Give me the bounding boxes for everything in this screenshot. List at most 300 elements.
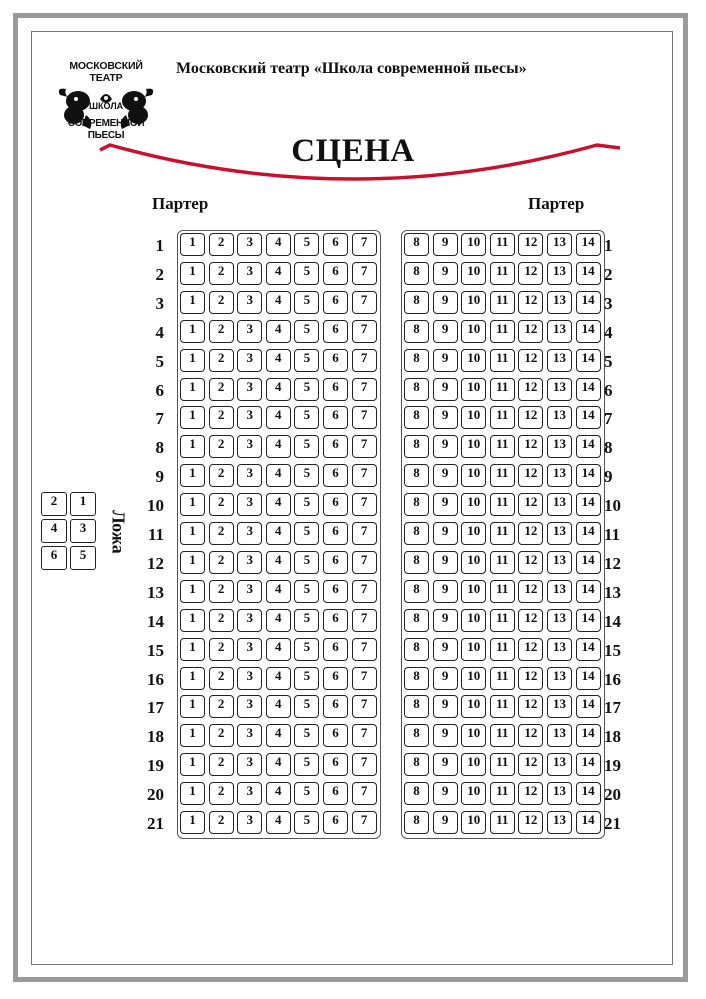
seat[interactable]: 3 — [237, 811, 262, 834]
seat[interactable]: 3 — [237, 782, 262, 805]
seat[interactable]: 8 — [404, 522, 429, 545]
seat[interactable]: 12 — [518, 378, 543, 401]
seat[interactable]: 1 — [180, 291, 205, 314]
seat[interactable]: 12 — [518, 609, 543, 632]
seat[interactable]: 14 — [576, 551, 601, 574]
seat[interactable]: 13 — [547, 753, 572, 776]
seat[interactable]: 12 — [518, 580, 543, 603]
seat[interactable]: 9 — [433, 811, 458, 834]
seat[interactable]: 3 — [237, 609, 262, 632]
seat[interactable]: 4 — [266, 406, 291, 429]
seat[interactable]: 1 — [180, 493, 205, 516]
seat[interactable]: 7 — [352, 811, 377, 834]
seat[interactable]: 7 — [352, 724, 377, 747]
seat[interactable]: 13 — [547, 262, 572, 285]
seat[interactable]: 6 — [323, 638, 348, 661]
seat[interactable]: 13 — [547, 724, 572, 747]
seat[interactable]: 3 — [237, 349, 262, 372]
seat[interactable]: 10 — [461, 638, 486, 661]
seat[interactable]: 1 — [180, 667, 205, 690]
seat[interactable]: 14 — [576, 811, 601, 834]
seat[interactable]: 9 — [433, 638, 458, 661]
seat[interactable]: 2 — [209, 349, 234, 372]
seat[interactable]: 4 — [266, 233, 291, 256]
seat[interactable]: 8 — [404, 724, 429, 747]
seat[interactable]: 2 — [209, 233, 234, 256]
seat[interactable]: 7 — [352, 580, 377, 603]
seat[interactable]: 10 — [461, 493, 486, 516]
seat[interactable]: 13 — [547, 551, 572, 574]
seat[interactable]: 11 — [490, 320, 515, 343]
seat[interactable]: 11 — [490, 378, 515, 401]
seat[interactable]: 6 — [323, 551, 348, 574]
seat[interactable]: 4 — [266, 724, 291, 747]
seat[interactable]: 11 — [490, 262, 515, 285]
seat[interactable]: 7 — [352, 493, 377, 516]
seat[interactable]: 13 — [547, 406, 572, 429]
seat[interactable]: 9 — [433, 378, 458, 401]
seat[interactable]: 12 — [518, 233, 543, 256]
seat[interactable]: 14 — [576, 580, 601, 603]
seat[interactable]: 11 — [490, 493, 515, 516]
seat[interactable]: 11 — [490, 349, 515, 372]
seat[interactable]: 9 — [433, 609, 458, 632]
seat[interactable]: 9 — [433, 667, 458, 690]
seat[interactable]: 7 — [352, 522, 377, 545]
seat[interactable]: 7 — [352, 435, 377, 458]
seat[interactable]: 8 — [404, 378, 429, 401]
seat[interactable]: 8 — [404, 753, 429, 776]
seat[interactable]: 10 — [461, 320, 486, 343]
seat[interactable]: 5 — [294, 695, 319, 718]
seat[interactable]: 2 — [209, 753, 234, 776]
seat[interactable]: 9 — [433, 406, 458, 429]
seat[interactable]: 14 — [576, 406, 601, 429]
seat[interactable]: 11 — [490, 638, 515, 661]
seat[interactable]: 6 — [323, 782, 348, 805]
seat[interactable]: 3 — [237, 753, 262, 776]
seat[interactable]: 11 — [490, 811, 515, 834]
seat[interactable]: 10 — [461, 753, 486, 776]
seat[interactable]: 12 — [518, 349, 543, 372]
seat[interactable]: 10 — [461, 782, 486, 805]
seat[interactable]: 3 — [237, 695, 262, 718]
seat[interactable]: 12 — [518, 724, 543, 747]
seat[interactable]: 9 — [433, 435, 458, 458]
seat[interactable]: 12 — [518, 493, 543, 516]
seat[interactable]: 1 — [180, 609, 205, 632]
seat[interactable]: 13 — [547, 811, 572, 834]
loge-seat[interactable]: 2 — [41, 492, 67, 516]
loge-seat[interactable]: 6 — [41, 546, 67, 570]
seat[interactable]: 7 — [352, 406, 377, 429]
seat[interactable]: 2 — [209, 378, 234, 401]
seat[interactable]: 5 — [294, 638, 319, 661]
seat[interactable]: 13 — [547, 522, 572, 545]
seat[interactable]: 6 — [323, 291, 348, 314]
seat[interactable]: 4 — [266, 320, 291, 343]
seat[interactable]: 14 — [576, 435, 601, 458]
seat[interactable]: 6 — [323, 464, 348, 487]
seat[interactable]: 11 — [490, 551, 515, 574]
seat[interactable]: 11 — [490, 609, 515, 632]
seat[interactable]: 4 — [266, 262, 291, 285]
seat[interactable]: 2 — [209, 811, 234, 834]
seat[interactable]: 10 — [461, 522, 486, 545]
seat[interactable]: 9 — [433, 349, 458, 372]
seat[interactable]: 4 — [266, 464, 291, 487]
seat[interactable]: 14 — [576, 349, 601, 372]
seat[interactable]: 12 — [518, 753, 543, 776]
seat[interactable]: 3 — [237, 435, 262, 458]
seat[interactable]: 12 — [518, 522, 543, 545]
seat[interactable]: 1 — [180, 262, 205, 285]
seat[interactable]: 10 — [461, 378, 486, 401]
seat[interactable]: 11 — [490, 667, 515, 690]
seat[interactable]: 12 — [518, 695, 543, 718]
seat[interactable]: 13 — [547, 782, 572, 805]
seat[interactable]: 8 — [404, 291, 429, 314]
seat[interactable]: 13 — [547, 493, 572, 516]
seat[interactable]: 12 — [518, 782, 543, 805]
seat[interactable]: 14 — [576, 782, 601, 805]
seat[interactable]: 3 — [237, 638, 262, 661]
seat[interactable]: 12 — [518, 291, 543, 314]
seat[interactable]: 5 — [294, 609, 319, 632]
seat[interactable]: 8 — [404, 695, 429, 718]
seat[interactable]: 8 — [404, 580, 429, 603]
seat[interactable]: 6 — [323, 435, 348, 458]
seat[interactable]: 14 — [576, 493, 601, 516]
seat[interactable]: 1 — [180, 435, 205, 458]
seat[interactable]: 5 — [294, 349, 319, 372]
seat[interactable]: 6 — [323, 667, 348, 690]
seat[interactable]: 13 — [547, 378, 572, 401]
seat[interactable]: 10 — [461, 811, 486, 834]
seat[interactable]: 2 — [209, 638, 234, 661]
seat[interactable]: 13 — [547, 580, 572, 603]
seat[interactable]: 4 — [266, 551, 291, 574]
seat[interactable]: 6 — [323, 320, 348, 343]
seat[interactable]: 8 — [404, 667, 429, 690]
seat[interactable]: 9 — [433, 522, 458, 545]
seat[interactable]: 3 — [237, 291, 262, 314]
seat[interactable]: 8 — [404, 638, 429, 661]
seat[interactable]: 5 — [294, 522, 319, 545]
seat[interactable]: 10 — [461, 349, 486, 372]
seat[interactable]: 10 — [461, 724, 486, 747]
seat[interactable]: 10 — [461, 233, 486, 256]
seat[interactable]: 9 — [433, 291, 458, 314]
seat[interactable]: 5 — [294, 262, 319, 285]
seat[interactable]: 1 — [180, 522, 205, 545]
seat[interactable]: 3 — [237, 233, 262, 256]
seat[interactable]: 2 — [209, 522, 234, 545]
seat[interactable]: 2 — [209, 724, 234, 747]
seat[interactable]: 13 — [547, 291, 572, 314]
seat[interactable]: 12 — [518, 435, 543, 458]
seat[interactable]: 12 — [518, 464, 543, 487]
seat[interactable]: 2 — [209, 551, 234, 574]
seat[interactable]: 9 — [433, 262, 458, 285]
seat[interactable]: 8 — [404, 811, 429, 834]
seat[interactable]: 1 — [180, 349, 205, 372]
seat[interactable]: 14 — [576, 320, 601, 343]
seat[interactable]: 7 — [352, 320, 377, 343]
seat[interactable]: 3 — [237, 667, 262, 690]
seat[interactable]: 13 — [547, 667, 572, 690]
seat[interactable]: 1 — [180, 695, 205, 718]
seat[interactable]: 11 — [490, 724, 515, 747]
seat[interactable]: 7 — [352, 262, 377, 285]
seat[interactable]: 6 — [323, 378, 348, 401]
seat[interactable]: 4 — [266, 782, 291, 805]
seat[interactable]: 6 — [323, 609, 348, 632]
seat[interactable]: 14 — [576, 638, 601, 661]
seat[interactable]: 4 — [266, 638, 291, 661]
seat[interactable]: 8 — [404, 551, 429, 574]
seat[interactable]: 1 — [180, 464, 205, 487]
seat[interactable]: 12 — [518, 320, 543, 343]
seat[interactable]: 2 — [209, 695, 234, 718]
seat[interactable]: 8 — [404, 493, 429, 516]
seat[interactable]: 2 — [209, 291, 234, 314]
seat[interactable]: 5 — [294, 551, 319, 574]
seat[interactable]: 11 — [490, 291, 515, 314]
seat[interactable]: 3 — [237, 262, 262, 285]
seat[interactable]: 10 — [461, 291, 486, 314]
seat[interactable]: 3 — [237, 522, 262, 545]
seat[interactable]: 11 — [490, 435, 515, 458]
seat[interactable]: 9 — [433, 320, 458, 343]
seat[interactable]: 7 — [352, 291, 377, 314]
seat[interactable]: 4 — [266, 349, 291, 372]
seat[interactable]: 13 — [547, 435, 572, 458]
seat[interactable]: 4 — [266, 378, 291, 401]
seat[interactable]: 9 — [433, 580, 458, 603]
seat[interactable]: 13 — [547, 638, 572, 661]
loge-seat[interactable]: 1 — [70, 492, 96, 516]
seat[interactable]: 5 — [294, 435, 319, 458]
seat[interactable]: 2 — [209, 464, 234, 487]
seat[interactable]: 12 — [518, 551, 543, 574]
seat[interactable]: 4 — [266, 435, 291, 458]
seat[interactable]: 5 — [294, 753, 319, 776]
seat[interactable]: 6 — [323, 233, 348, 256]
seat[interactable]: 5 — [294, 406, 319, 429]
seat[interactable]: 14 — [576, 695, 601, 718]
seat[interactable]: 1 — [180, 753, 205, 776]
seat[interactable]: 10 — [461, 695, 486, 718]
seat[interactable]: 9 — [433, 551, 458, 574]
seat[interactable]: 4 — [266, 753, 291, 776]
seat[interactable]: 10 — [461, 580, 486, 603]
seat[interactable]: 1 — [180, 378, 205, 401]
seat[interactable]: 6 — [323, 580, 348, 603]
seat[interactable]: 4 — [266, 522, 291, 545]
seat[interactable]: 6 — [323, 522, 348, 545]
seat[interactable]: 8 — [404, 406, 429, 429]
seat[interactable]: 3 — [237, 724, 262, 747]
seat[interactable]: 12 — [518, 667, 543, 690]
seat[interactable]: 8 — [404, 262, 429, 285]
seat[interactable]: 1 — [180, 782, 205, 805]
seat[interactable]: 14 — [576, 667, 601, 690]
seat[interactable]: 2 — [209, 262, 234, 285]
seat[interactable]: 3 — [237, 493, 262, 516]
seat[interactable]: 14 — [576, 233, 601, 256]
seat[interactable]: 11 — [490, 522, 515, 545]
seat[interactable]: 6 — [323, 724, 348, 747]
seat[interactable]: 8 — [404, 464, 429, 487]
seat[interactable]: 2 — [209, 493, 234, 516]
seat[interactable]: 4 — [266, 811, 291, 834]
seat[interactable]: 5 — [294, 493, 319, 516]
seat[interactable]: 5 — [294, 811, 319, 834]
seat[interactable]: 9 — [433, 493, 458, 516]
seat[interactable]: 2 — [209, 580, 234, 603]
seat[interactable]: 13 — [547, 320, 572, 343]
seat[interactable]: 1 — [180, 551, 205, 574]
seat[interactable]: 11 — [490, 580, 515, 603]
seat[interactable]: 7 — [352, 464, 377, 487]
seat[interactable]: 2 — [209, 435, 234, 458]
seat[interactable]: 5 — [294, 233, 319, 256]
seat[interactable]: 2 — [209, 667, 234, 690]
seat[interactable]: 6 — [323, 811, 348, 834]
seat[interactable]: 7 — [352, 378, 377, 401]
seat[interactable]: 11 — [490, 753, 515, 776]
seat[interactable]: 14 — [576, 378, 601, 401]
seat[interactable]: 14 — [576, 262, 601, 285]
seat[interactable]: 7 — [352, 609, 377, 632]
seat[interactable]: 7 — [352, 695, 377, 718]
seat[interactable]: 3 — [237, 406, 262, 429]
seat[interactable]: 11 — [490, 782, 515, 805]
seat[interactable]: 13 — [547, 349, 572, 372]
seat[interactable]: 1 — [180, 580, 205, 603]
seat[interactable]: 9 — [433, 782, 458, 805]
seat[interactable]: 11 — [490, 695, 515, 718]
seat[interactable]: 5 — [294, 782, 319, 805]
seat[interactable]: 7 — [352, 638, 377, 661]
seat[interactable]: 5 — [294, 320, 319, 343]
seat[interactable]: 4 — [266, 667, 291, 690]
seat[interactable]: 8 — [404, 349, 429, 372]
seat[interactable]: 11 — [490, 233, 515, 256]
seat[interactable]: 14 — [576, 609, 601, 632]
seat[interactable]: 2 — [209, 782, 234, 805]
seat[interactable]: 5 — [294, 724, 319, 747]
seat[interactable]: 2 — [209, 320, 234, 343]
seat[interactable]: 8 — [404, 782, 429, 805]
seat[interactable]: 4 — [266, 695, 291, 718]
loge-seat[interactable]: 3 — [70, 519, 96, 543]
seat[interactable]: 9 — [433, 695, 458, 718]
seat[interactable]: 5 — [294, 378, 319, 401]
seat[interactable]: 14 — [576, 291, 601, 314]
seat[interactable]: 5 — [294, 464, 319, 487]
seat[interactable]: 10 — [461, 435, 486, 458]
seat[interactable]: 11 — [490, 464, 515, 487]
seat[interactable]: 4 — [266, 580, 291, 603]
seat[interactable]: 5 — [294, 580, 319, 603]
seat[interactable]: 14 — [576, 724, 601, 747]
seat[interactable]: 1 — [180, 724, 205, 747]
seat[interactable]: 6 — [323, 753, 348, 776]
seat[interactable]: 9 — [433, 724, 458, 747]
seat[interactable]: 6 — [323, 695, 348, 718]
seat[interactable]: 10 — [461, 406, 486, 429]
seat[interactable]: 12 — [518, 811, 543, 834]
seat[interactable]: 7 — [352, 667, 377, 690]
seat[interactable]: 9 — [433, 464, 458, 487]
seat[interactable]: 8 — [404, 233, 429, 256]
seat[interactable]: 9 — [433, 233, 458, 256]
seat[interactable]: 3 — [237, 320, 262, 343]
loge-seat[interactable]: 5 — [70, 546, 96, 570]
loge-seat[interactable]: 4 — [41, 519, 67, 543]
seat[interactable]: 13 — [547, 233, 572, 256]
seat[interactable]: 13 — [547, 695, 572, 718]
seat[interactable]: 3 — [237, 551, 262, 574]
seat[interactable]: 8 — [404, 609, 429, 632]
seat[interactable]: 5 — [294, 667, 319, 690]
seat[interactable]: 1 — [180, 233, 205, 256]
seat[interactable]: 12 — [518, 262, 543, 285]
seat[interactable]: 5 — [294, 291, 319, 314]
seat[interactable]: 6 — [323, 262, 348, 285]
seat[interactable]: 4 — [266, 291, 291, 314]
seat[interactable]: 10 — [461, 667, 486, 690]
seat[interactable]: 6 — [323, 493, 348, 516]
seat[interactable]: 3 — [237, 464, 262, 487]
seat[interactable]: 13 — [547, 609, 572, 632]
seat[interactable]: 1 — [180, 638, 205, 661]
seat[interactable]: 12 — [518, 638, 543, 661]
seat[interactable]: 12 — [518, 406, 543, 429]
seat[interactable]: 9 — [433, 753, 458, 776]
seat[interactable]: 3 — [237, 580, 262, 603]
seat[interactable]: 7 — [352, 782, 377, 805]
seat[interactable]: 14 — [576, 753, 601, 776]
seat[interactable]: 8 — [404, 435, 429, 458]
seat[interactable]: 6 — [323, 349, 348, 372]
seat[interactable]: 7 — [352, 753, 377, 776]
seat[interactable]: 2 — [209, 609, 234, 632]
seat[interactable]: 11 — [490, 406, 515, 429]
seat[interactable]: 1 — [180, 320, 205, 343]
seat[interactable]: 10 — [461, 262, 486, 285]
seat[interactable]: 7 — [352, 551, 377, 574]
seat[interactable]: 13 — [547, 464, 572, 487]
seat[interactable]: 4 — [266, 493, 291, 516]
seat[interactable]: 1 — [180, 406, 205, 429]
seat[interactable]: 10 — [461, 464, 486, 487]
seat[interactable]: 3 — [237, 378, 262, 401]
seat[interactable]: 2 — [209, 406, 234, 429]
seat[interactable]: 10 — [461, 551, 486, 574]
seat[interactable]: 8 — [404, 320, 429, 343]
seat[interactable]: 6 — [323, 406, 348, 429]
seat[interactable]: 4 — [266, 609, 291, 632]
seat[interactable]: 7 — [352, 349, 377, 372]
seat[interactable]: 14 — [576, 522, 601, 545]
seat[interactable]: 1 — [180, 811, 205, 834]
seat[interactable]: 14 — [576, 464, 601, 487]
seat[interactable]: 7 — [352, 233, 377, 256]
seat[interactable]: 10 — [461, 609, 486, 632]
